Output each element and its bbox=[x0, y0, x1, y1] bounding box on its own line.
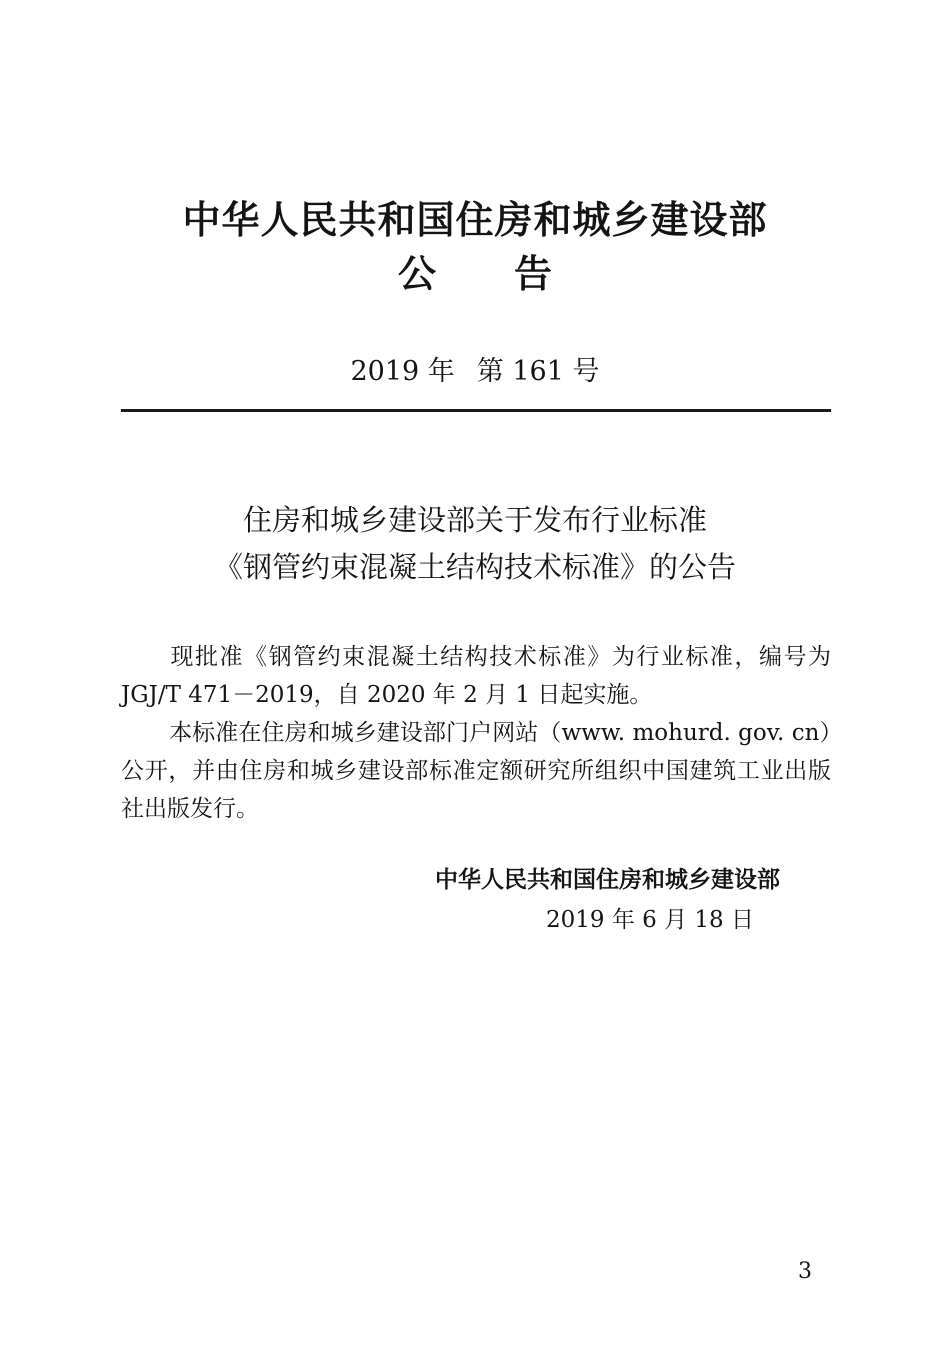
header-divider bbox=[121, 409, 831, 412]
body-paragraph-1-text: 现批准《钢管约束混凝土结构技术标准》为行业标准，编号为 JGJ/T 471－2019，自 2020 年 2 月 1 日起实施。 bbox=[121, 644, 831, 708]
signature-organization: 中华人民共和国住房和城乡建设部 bbox=[435, 867, 780, 893]
document-title-line-2: 《钢管约束混凝土结构技术标准》的公告 bbox=[213, 550, 736, 584]
signature-date: 2019 年 6 月 18 日 bbox=[546, 907, 754, 933]
notice-heading bbox=[0, 250, 950, 298]
document-title-line-1: 住房和城乡建设部关于发布行业标准 bbox=[242, 503, 707, 537]
issuer-heading: 中华人民共和国住房和城乡建设部 bbox=[182, 198, 768, 242]
body-paragraph-2 bbox=[121, 714, 831, 828]
notice-heading-char-1: 公 bbox=[397, 252, 436, 296]
notice-year: 2019 年 bbox=[350, 356, 455, 387]
notice-number-line bbox=[0, 354, 950, 390]
page-number: 3 bbox=[798, 1259, 812, 1284]
body-paragraph-1 bbox=[121, 638, 831, 714]
notice-heading-char-2: 告 bbox=[514, 252, 553, 296]
body-paragraph-2-text: 本标准在住房和城乡建设部门户网站（www. mohurd. gov. cn）公开，并由住房和城乡建设部标准定额研究所组织中国建筑工业出版社出版发行。 bbox=[121, 720, 831, 822]
notice-number: 第 161 号 bbox=[476, 356, 600, 387]
